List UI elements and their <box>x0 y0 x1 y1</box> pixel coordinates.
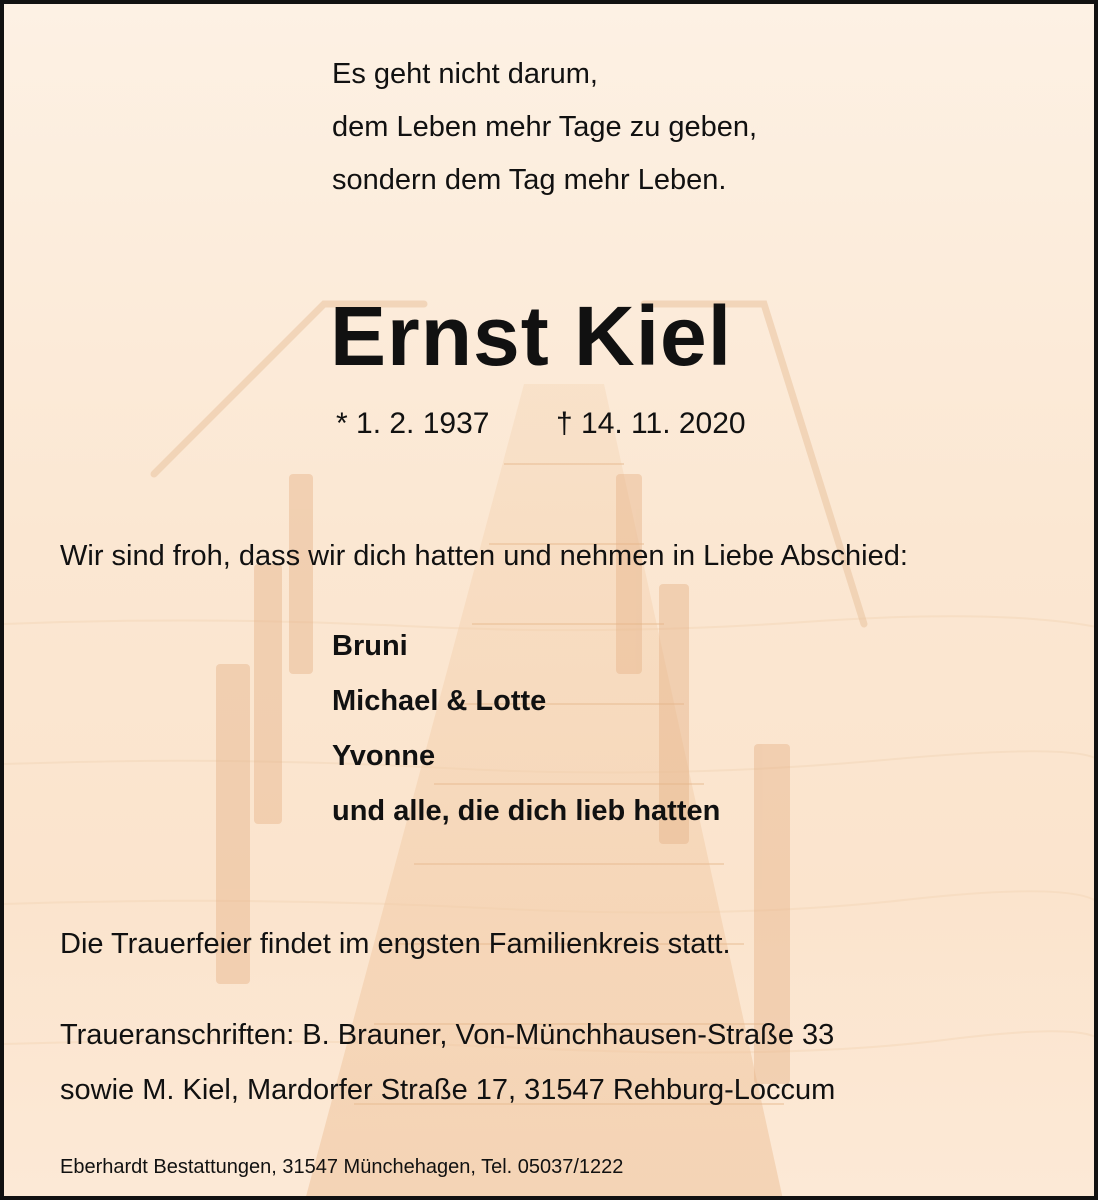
mourner-name: Yvonne <box>332 740 436 772</box>
mourner-name: Bruni <box>332 630 408 662</box>
deceased-name: Ernst Kiel <box>330 289 733 383</box>
address-line-1: Traueranschriften: B. Brauner, Von-Münchhausen-Straße 33 <box>60 1019 835 1051</box>
ceremony-note: Die Trauerfeier findet im engsten Familienkreis statt. <box>60 928 731 960</box>
mourner-name: Michael & Lotte <box>332 685 547 717</box>
address-line-2: sowie M. Kiel, Mardorfer Straße 17, 31547 Rehburg-Loccum <box>60 1074 836 1106</box>
motto-line-3: sondern dem Tag mehr Leben. <box>332 164 727 196</box>
death-date: † 14. 11. 2020 <box>556 407 746 440</box>
birth-date: * 1. 2. 1937 <box>336 407 490 440</box>
motto-line-1: Es geht nicht darum, <box>332 58 598 90</box>
motto-line-2: dem Leben mehr Tage zu geben, <box>332 111 758 143</box>
farewell-text: Wir sind froh, dass wir dich hatten und nehmen in Liebe Abschied: <box>60 540 908 572</box>
funeral-home-info: Eberhardt Bestattungen, 31547 Münchehagen, Tel. 05037/1222 <box>60 1156 624 1178</box>
mourner-name: und alle, die dich lieb hatten <box>332 795 721 827</box>
